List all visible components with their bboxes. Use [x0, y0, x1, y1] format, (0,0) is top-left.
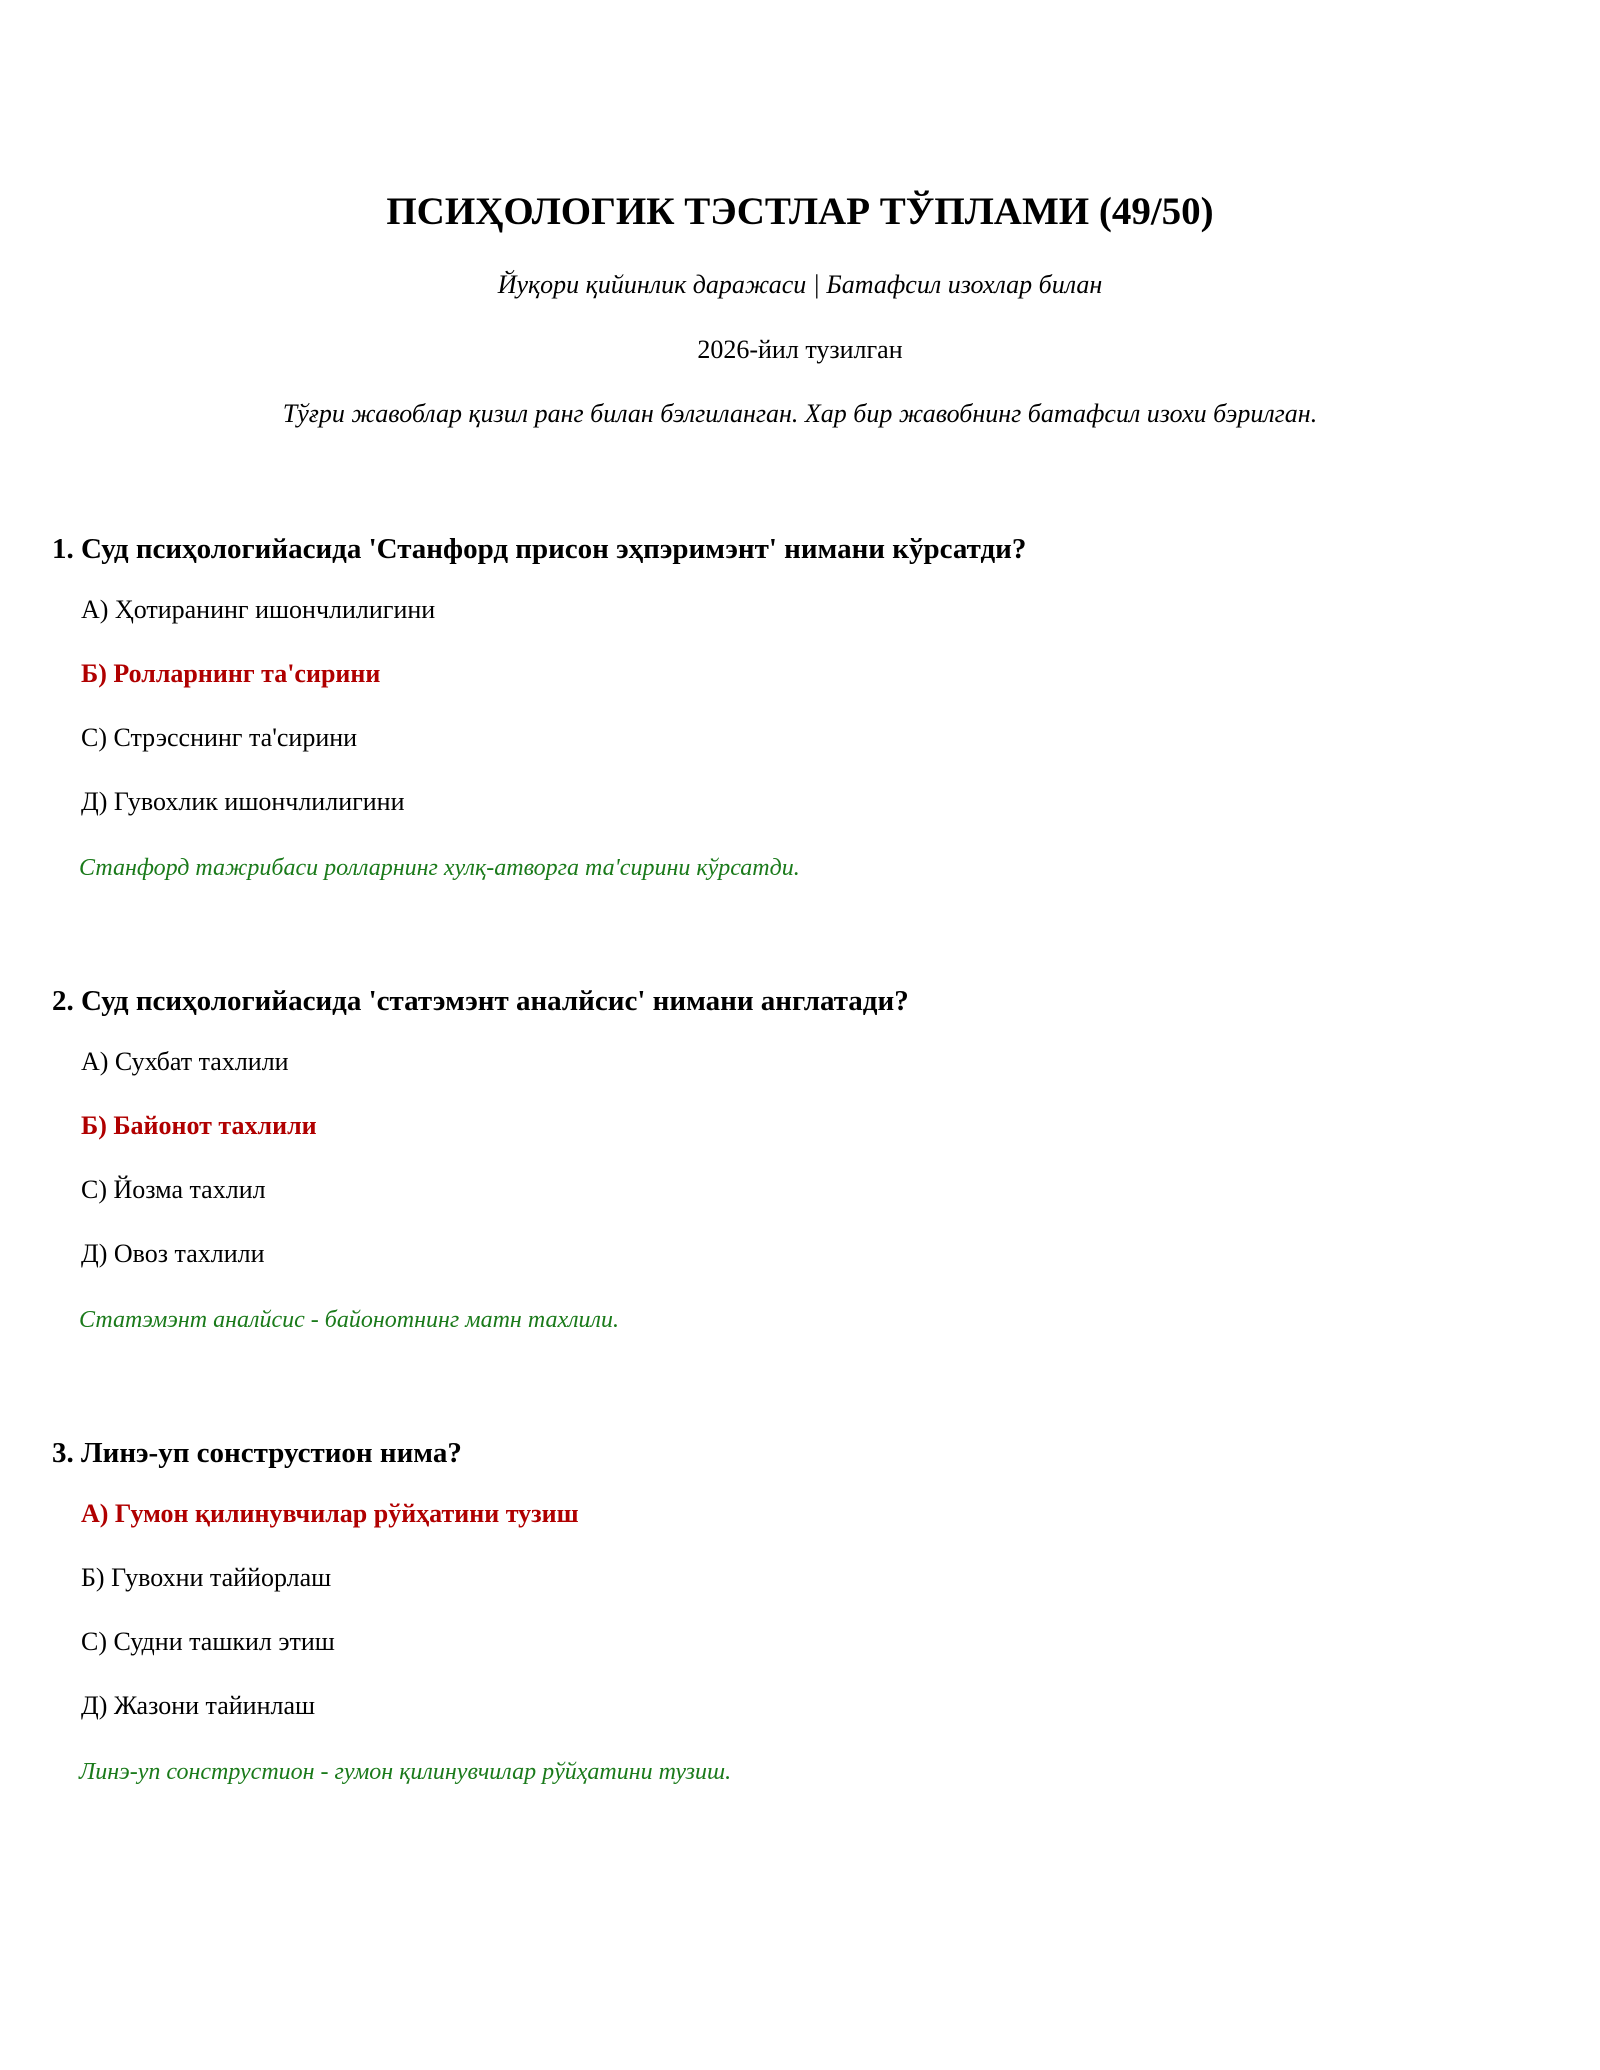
- explanation: Станфорд тажрибаси ролларнинг хулқ-атворга та'сирини кўрсатди.: [79, 855, 800, 881]
- option-a: А) Ҳотиранинг ишончлилигини: [81, 595, 436, 624]
- question-3: [52, 1434, 1552, 1785]
- option-b: Б) Гувохни таййорлаш: [81, 1563, 332, 1592]
- option-b-correct: Б) Байонот тахлили: [81, 1111, 317, 1140]
- document-subtitle: Йуқори қийинлик даражаси | Батафсил изохлар билан: [497, 270, 1103, 299]
- option-d: Д) Жазони тайинлаш: [81, 1691, 316, 1720]
- option-a-correct: А) Гумон қилинувчилар рўйҳатини тузиш: [81, 1499, 579, 1528]
- question-text: 2. Суд псиҳологийасида 'статэмэнт аналйсис' нимани англатади?: [52, 985, 909, 1017]
- option-d: Д) Овоз тахлили: [81, 1239, 265, 1268]
- document-note: Тўғри жавоблар қизил ранг билан бэлгиланган. Хар бир жавобнинг батафсил изохи бэрилган.: [282, 399, 1318, 428]
- document-title: ПСИҲОЛОГИК ТЭСТЛАР ТЎПЛАМИ (49/50): [386, 190, 1214, 233]
- question-text: 1. Суд псиҳологийасида 'Станфорд присон эҳпэримэнт' нимани кўрсатди?: [52, 533, 1027, 565]
- question-1: [52, 530, 1552, 881]
- explanation: Линэ-уп сонструстион - гумон қилинувчилар рўйҳатини тузиш.: [79, 1759, 732, 1785]
- question-2: [52, 982, 1552, 1333]
- option-c: С) Судни ташкил этиш: [81, 1627, 335, 1656]
- option-b-correct: Б) Ролларнинг та'сирини: [81, 659, 381, 688]
- option-c: С) Йозма тахлил: [81, 1175, 266, 1204]
- option-d: Д) Гувохлик ишончлилигини: [81, 787, 405, 816]
- option-a: А) Сухбат тахлили: [81, 1047, 289, 1076]
- explanation: Статэмэнт аналйсис - байонотнинг матн тахлили.: [79, 1307, 620, 1333]
- document-year: 2026-йил тузилган: [697, 335, 903, 364]
- option-c: С) Стрэсснинг та'сирини: [81, 723, 358, 752]
- question-text: 3. Линэ-уп сонструстион нима?: [52, 1437, 462, 1469]
